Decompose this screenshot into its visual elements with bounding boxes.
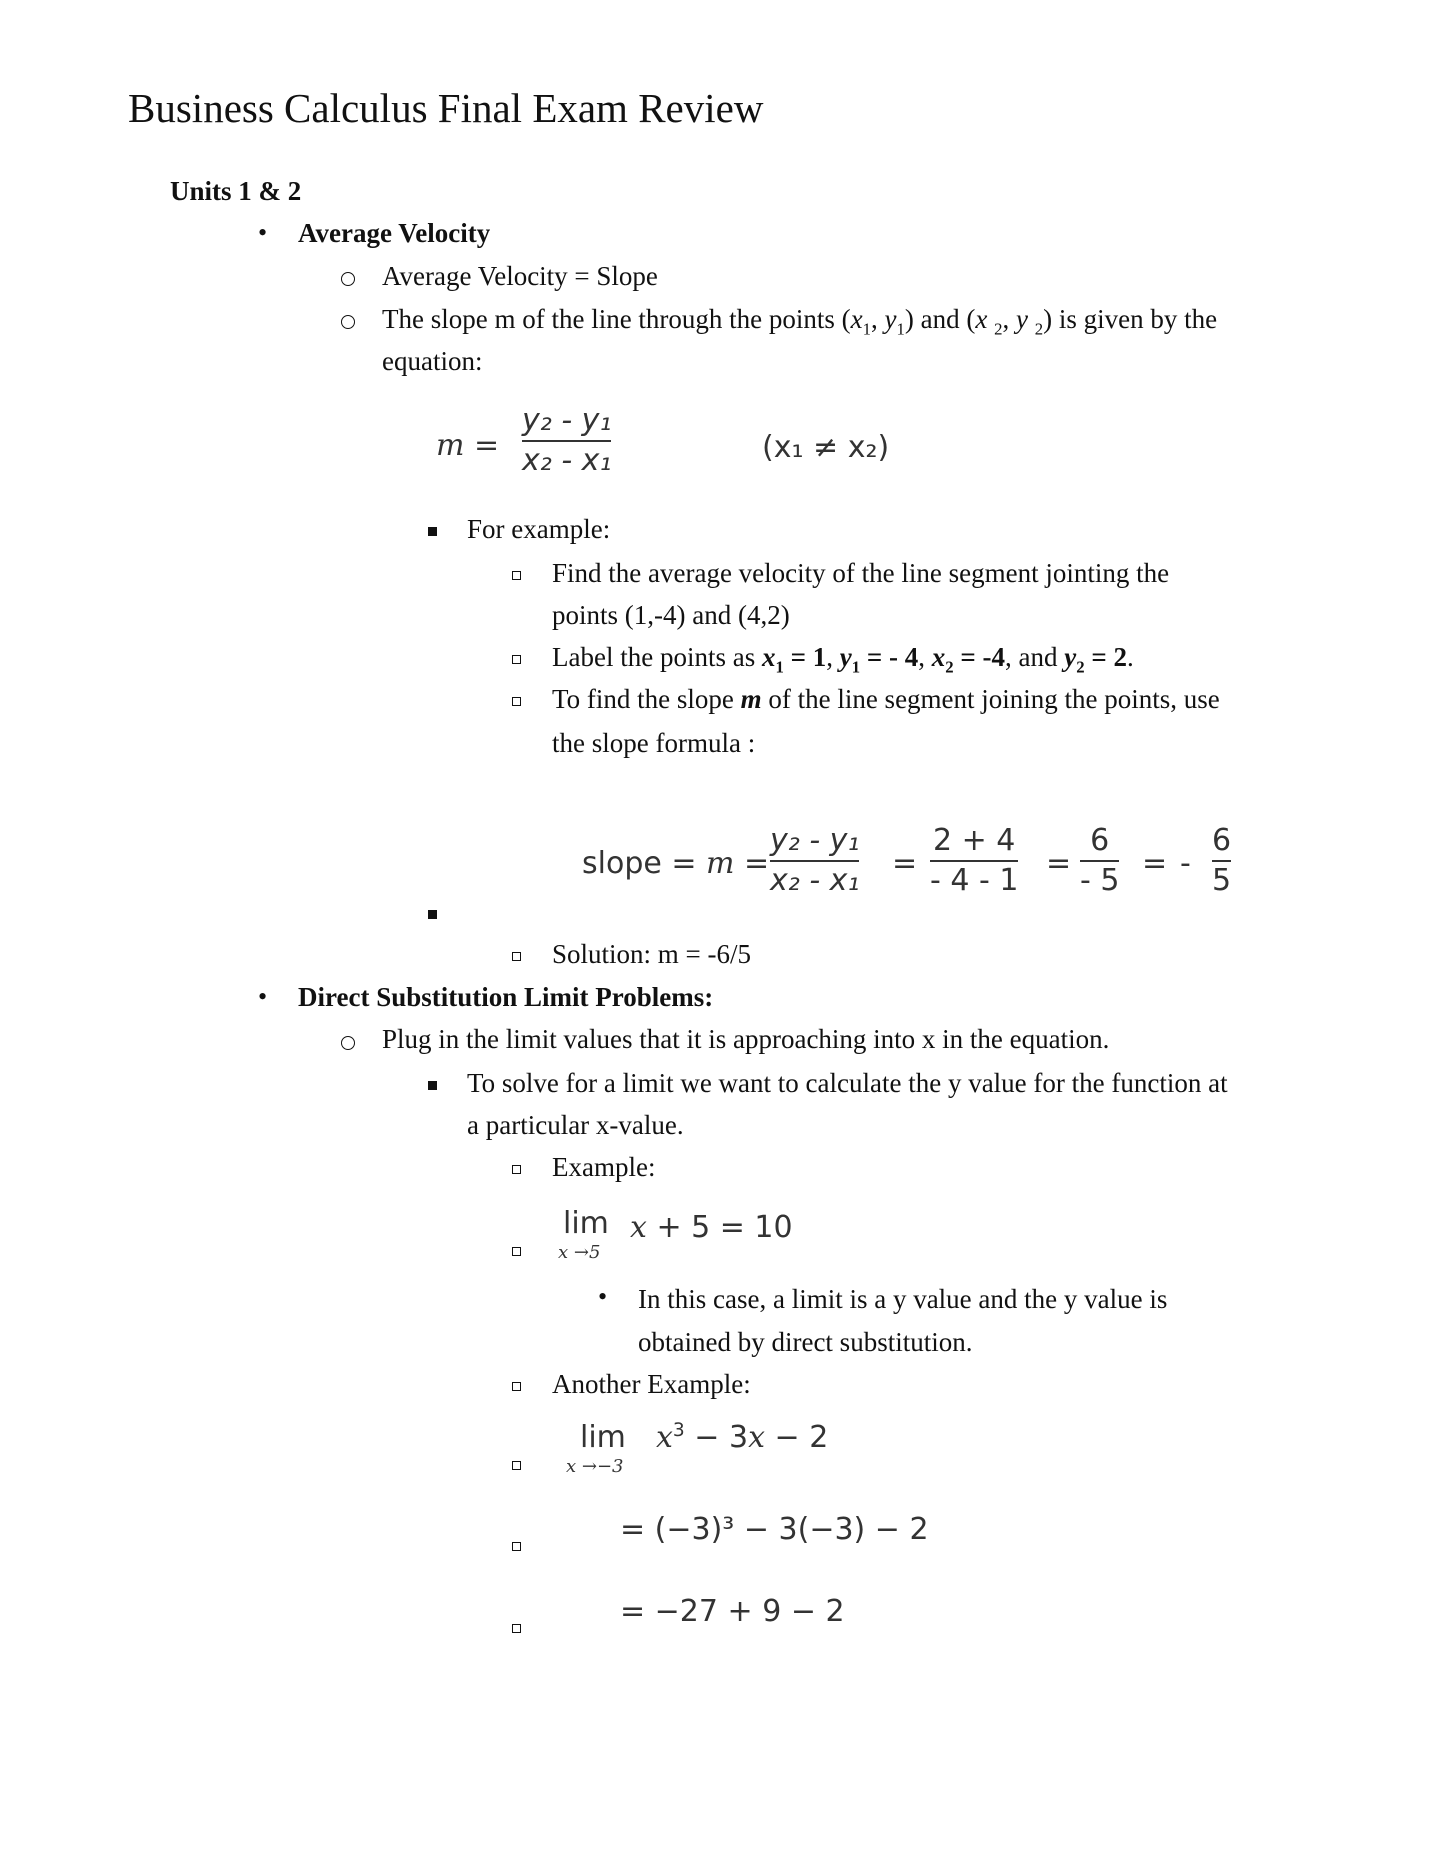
slope-fraction: y₂ - y₁ x₂ - x₁ — [522, 403, 612, 478]
bullet-circle — [341, 315, 355, 329]
bullet-hollow-square — [512, 697, 521, 706]
direct-sub-line2b: a particular x-value. — [467, 1110, 684, 1140]
bullet-hollow-square — [512, 952, 521, 961]
bullet-square — [428, 910, 437, 919]
example-label: Example: — [552, 1152, 656, 1182]
bullet-hollow-square — [512, 1542, 521, 1551]
another-example-label: Another Example: — [552, 1369, 751, 1399]
direct-sub-line1: Plug in the limit values that it is approaching into x in the equation. — [382, 1024, 1110, 1054]
bullet-hollow-square — [512, 655, 521, 664]
page-title: Business Calculus Final Exam Review — [128, 85, 764, 131]
avg-velocity-line2b: equation: — [382, 346, 483, 376]
lim1-expression: x + 5 = 10 — [630, 1210, 793, 1245]
direct-sub-heading: Direct Substitution Limit Problems: — [298, 982, 714, 1012]
bullet-hollow-square — [512, 1247, 521, 1256]
slope-fraction-values: 2 + 4 - 4 - 1 — [930, 823, 1019, 898]
example-line3b: the slope formula : — [552, 728, 756, 758]
avg-velocity-line2: The slope m of the line through the points ($x_1$, $y_1$) and (x $_2$, y $_2$) is given by the — [382, 304, 1218, 339]
slope-fraction-simplified: 6 - 5 — [1080, 823, 1120, 898]
lim-label: lim — [563, 1206, 609, 1241]
lim-subscript: x →−3 — [566, 1456, 624, 1477]
slope-fraction-final: 6 5 — [1212, 823, 1232, 898]
minus-sign: - — [1180, 846, 1191, 881]
bullet-disc: • — [258, 218, 268, 247]
avg-velocity-heading: Average Velocity — [298, 218, 491, 248]
example-line2: Label the points as $x_1 = 1$, $y_1$ = - 4, $x_2 = -4$, and $y_2 = 2$. — [552, 642, 1134, 677]
direct-sub-line2a: To solve for a limit we want to calculate the y value for the function at — [467, 1068, 1228, 1098]
bullet-square — [428, 527, 437, 536]
solution: Solution: m = -6/5 — [552, 939, 751, 969]
avg-velocity-line1: Average Velocity = Slope — [382, 261, 658, 291]
equals-sign: = — [892, 846, 918, 881]
bullet-disc: • — [258, 982, 268, 1011]
note-line-a: In this case, a limit is a y value and the y value is — [638, 1284, 1168, 1314]
for-example: For example: — [467, 514, 611, 544]
bullet-hollow-square — [512, 1461, 521, 1470]
bullet-circle — [341, 1036, 355, 1050]
slope-fraction-general: y₂ - y₁ x₂ - x₁ — [770, 823, 860, 898]
bullet-hollow-square — [512, 571, 521, 580]
note-line-b: obtained by direct substitution. — [638, 1327, 973, 1357]
bullet-hollow-square — [512, 1382, 521, 1391]
bullet-disc: • — [598, 1282, 608, 1311]
lim-label: lim — [580, 1420, 626, 1455]
condition: (x₁ ≠ x₂) — [762, 430, 890, 465]
equals-sign: = — [1142, 846, 1168, 881]
formula-m: m = — [436, 428, 500, 463]
example-line3a: To find the slope m of the line segment joining the points, use — [552, 684, 1220, 714]
example-line1b: points (1,-4) and (4,2) — [552, 600, 790, 630]
lim2-step2: = −27 + 9 − 2 — [620, 1594, 845, 1629]
slope-label: slope = m = — [582, 846, 770, 881]
units-heading: Units 1 & 2 — [170, 176, 302, 206]
lim2-step1: = (−3)³ − 3(−3) − 2 — [620, 1512, 929, 1547]
bullet-square — [428, 1081, 437, 1090]
example-line1a: Find the average velocity of the line segment jointing the — [552, 558, 1170, 588]
equals-sign: = — [1046, 846, 1072, 881]
lim2-expression: $x^3 - 3x - 2$ — [656, 1420, 829, 1455]
bullet-hollow-square — [512, 1165, 521, 1174]
bullet-hollow-square — [512, 1624, 521, 1633]
bullet-circle — [341, 272, 355, 286]
lim-subscript: x →5 — [558, 1242, 601, 1263]
